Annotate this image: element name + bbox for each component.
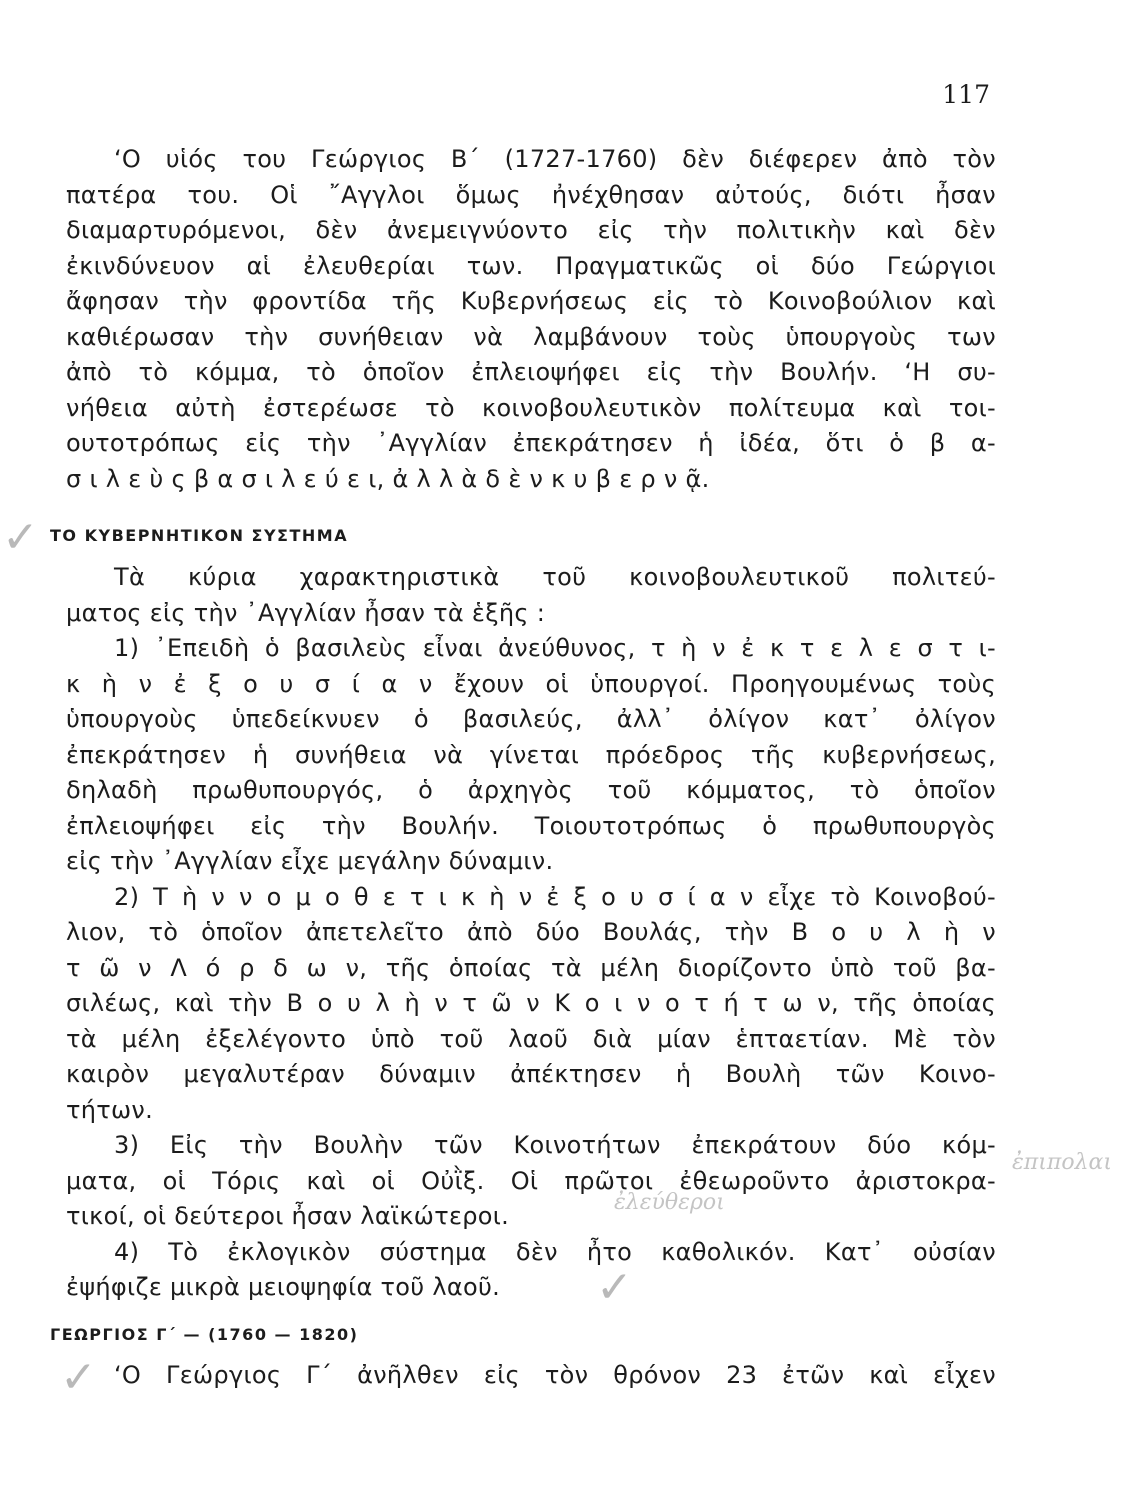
text-line: καθιέρωσαν τὴν συνήθειαν νὰ λαμβάνουν τοὺς ὑπουργοὺς των [66, 322, 996, 351]
text-line: Τὰ κύρια χαρακτηριστικὰ τοῦ κοινοβουλευτικοῦ πολιτεύ- [114, 563, 996, 591]
text-line: ουτοτρόπως εἰς τὴν ᾿Αγγλίαν ἐπεκράτησεν ἡ ἰδέα, ὅτι ὁ β α- [66, 429, 996, 457]
text-line: διαμαρτυρόμενοι, δὲν ἀνεμειγνύοντο εἰς τὴν πολιτικὴν καὶ δὲν [66, 216, 996, 244]
margin-note: ἐπιπολαι [1012, 1150, 1113, 1175]
text-line: δηλαδὴ πρωθυπουργός, ὁ ἀρχηγὸς τοῦ κόμματος, τὸ ὁποῖον [66, 776, 996, 804]
section-heading-government-system: ΤΟ ΚΥΒΕΡΝΗΤΙΚΟΝ ΣΥΣΤΗΜΑ [50, 526, 349, 545]
text-line: ἐπλειοψήφει εἰς τὴν Βουλήν. Τοιουτοτρόπως ὁ πρωθυπουργὸς [66, 811, 996, 840]
paragraph-georgios-b [66, 142, 996, 497]
text-line: ματα, οἱ Τόρις καὶ οἱ Οὐῒξ. Οἱ πρῶτοι ἐθεωροῦντο ἀριστοκρα- [66, 1166, 996, 1195]
text-line: ‘Ο υἱός του Γεώργιος Β΄ (1727-1760) δὲν διέφερεν ἀπὸ τὸν [114, 145, 996, 173]
text-line: ἀπὸ τὸ κόμμα, τὸ ὁποῖον ἐπλειοψήφει εἰς τὴν Βουλήν. ‘Η συ- [66, 358, 996, 386]
text-line: ματος εἰς τὴν ᾿Αγγλίαν ἦσαν τὰ ἑξῆς : [66, 598, 546, 627]
text-line: 2) Τ ὴ ν ν ο μ ο θ ε τ ι κ ὴ ν ἐ ξ ο υ σ ί α ν εἶχε τὸ Κοινοβού- [114, 882, 996, 911]
text-line: σιλέως, καὶ τὴν Β ο υ λ ὴ ν τ ῶ ν Κ ο ι ν ο τ ή τ ω ν, τῆς ὁποίας [66, 989, 996, 1017]
text-line: τ ῶ ν Λ ό ρ δ ω ν, τῆς ὁποίας τὰ μέλη διορίζοντο ὑπὸ τοῦ βα- [66, 953, 996, 982]
text-line: τήτων. [66, 1095, 154, 1124]
pencil-check-mark-icon: ✓ [596, 1262, 633, 1313]
text-line: ‘Ο Γεώργιος Γ΄ ἀνῆλθεν εἰς τὸν θρόνον 23 ἐτῶν καὶ εἶχεν [114, 1361, 996, 1389]
text-line: εἰς τὴν ᾿Αγγλίαν εἶχε μεγάλην δύναμιν. [66, 847, 554, 875]
text-line: 4) Τὸ ἐκλογικὸν σύστημα δὲν ἦτο καθολικόν. Κατ᾿ οὐσίαν [114, 1237, 996, 1266]
text-line: ἐψήφιζε μικρὰ μειοψηφία τοῦ λαοῦ. [66, 1273, 501, 1301]
margin-note: ἐλεύθεροι [614, 1190, 725, 1215]
text-line: τὰ μέλη ἐξελέγοντο ὑπὸ τοῦ λαοῦ διὰ μίαν ἑπταετίαν. Μὲ τὸν [66, 1024, 996, 1053]
text-line: πατέρα του. Οἱ ῎Αγγλοι ὅμως ἠνέχθησαν αὐτούς, διότι ἦσαν [66, 180, 996, 209]
pencil-check-mark-icon: ✓ [60, 1352, 97, 1403]
text-line: καιρὸν μεγαλυτέραν δύναμιν ἀπέκτησεν ἡ Βουλὴ τῶν Κοινο- [66, 1060, 996, 1088]
page-number: 117 [942, 80, 990, 109]
text-line: 1) ᾿Επειδὴ ὁ βασιλεὺς εἶναι ἀνεύθυνος, τ ὴ ν ἐ κ τ ε λ ε σ τ ι- [114, 634, 996, 662]
pencil-check-mark-icon: ✓ [2, 512, 39, 563]
text-line: νήθεια αὐτὴ ἐστερέωσε τὸ κοινοβουλευτικὸν πολίτευμα καὶ τοι- [66, 393, 996, 422]
text-line: τικοί, οἱ δεύτεροι ἦσαν λαϊκώτεροι. [66, 1202, 510, 1230]
text-line: ὑπουργοὺς ὑπεδείκνυεν ὁ βασιλεύς, ἀλλ᾿ ὀλίγον κατ᾿ ὀλίγον [66, 705, 996, 733]
text-line: λιον, τὸ ὁποῖον ἀπετελεῖτο ἀπὸ δύο Βουλάς, τὴν Β ο υ λ ὴ ν [66, 918, 996, 946]
paragraph-government-system [66, 560, 996, 1306]
text-line: ἄφησαν τὴν φροντίδα τῆς Κυβερνήσεως εἰς τὸ Κοινοβούλιον καὶ [66, 287, 996, 315]
text-line: σ ι λ ε ὺ ς β α σ ι λ ε ύ ε ι, ἀ λ λ ὰ δ ὲ ν κ υ β ε ρ ν ᾷ. [66, 464, 710, 493]
text-line: ἐπεκράτησεν ἡ συνήθεια νὰ γίνεται πρόεδρος τῆς κυβερνήσεως, [66, 740, 996, 769]
text-line: 3) Εἰς τὴν Βουλὴν τῶν Κοινοτήτων ἐπεκράτουν δύο κόμ- [114, 1131, 996, 1159]
section-heading-georgios-g: ΓΕΩΡΓΙΟΣ Γ΄ — (1760 — 1820) [50, 1325, 359, 1344]
text-line: ἐκινδύνευον αἱ ἐλευθερίαι των. Πραγματικῶς οἱ δύο Γεώργιοι [66, 251, 996, 280]
text-line: κ ὴ ν ἐ ξ ο υ σ ί α ν ἔχουν οἱ ὑπουργοί. Προηγουμένως τοὺς [66, 669, 996, 698]
paragraph-georgios-g [66, 1358, 996, 1394]
